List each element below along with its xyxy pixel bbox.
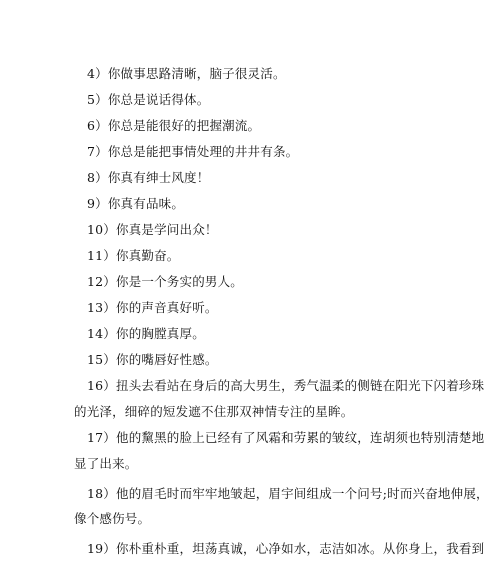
list-item: 5）你总是说话得体。 <box>87 92 210 107</box>
list-item: 7）你总是能把事情处理的井井有条。 <box>87 144 299 159</box>
list-item: 10）你真是学问出众！ <box>87 222 218 237</box>
list-item: 4）你做事思路清晰，脑子很灵活。 <box>87 66 286 81</box>
list-item: 6）你总是能很好的把握潮流。 <box>87 118 261 133</box>
list-item: 11）你真勤奋。 <box>87 248 180 263</box>
list-item: 13）你的声音真好听。 <box>87 300 218 315</box>
list-item-continuation: 显了出来。 <box>74 456 138 471</box>
list-item: 8）你真有绅士风度！ <box>87 170 210 185</box>
list-item: 9）你真有品味。 <box>87 196 185 211</box>
list-item: 17）他的黧黑的脸上已经有了风霜和劳累的皱纹，连胡须也特别清楚地 <box>87 430 485 445</box>
list-item: 18）他的眉毛时而牢牢地皱起，眉宇间组成一个问号;时而兴奋地伸展， <box>87 486 489 501</box>
list-item: 15）你的嘴唇好性感。 <box>87 352 218 367</box>
list-item-continuation: 的光泽，细碎的短发遮不住那双神情专注的星眸。 <box>74 404 354 419</box>
list-item-continuation: 像个感伤号。 <box>74 511 151 526</box>
list-item: 16）扭头去看站在身后的高大男生，秀气温柔的侧链在阳光下闪着珍珠 <box>87 378 485 393</box>
list-item: 14）你的胸膛真厚。 <box>87 326 205 341</box>
list-item: 19）你朴重朴重，坦荡真诚，心净如水，志洁如冰。从你身上，我看到 <box>87 541 485 556</box>
list-item: 12）你是一个务实的男人。 <box>87 274 244 289</box>
